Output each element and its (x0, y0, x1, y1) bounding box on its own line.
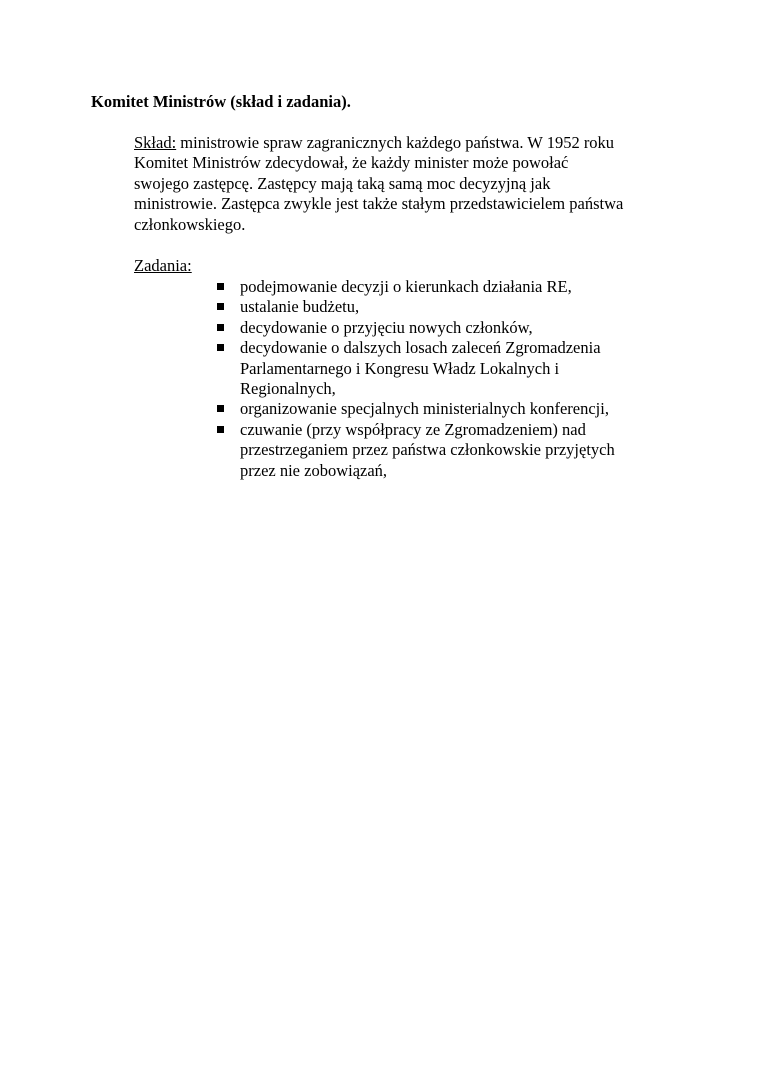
list-item (214, 277, 615, 297)
sklad-line (134, 133, 674, 153)
list-item (214, 297, 615, 317)
square-bullet-icon (217, 324, 224, 331)
sklad-text: ministrowie spraw zagranicznych każdego państwa. W 1952 roku (176, 133, 615, 152)
list-item-text: decydowanie o przyjęciu nowych członków, (240, 317, 533, 337)
task-list (214, 277, 615, 481)
sklad-line: Komitet Ministrów zdecydował, że każdy minister może powołać (134, 153, 569, 173)
zadania-label: Zadania: (134, 256, 192, 275)
square-bullet-icon (217, 426, 224, 433)
square-bullet-icon (217, 303, 224, 310)
list-item-text: przestrzeganiem przez państwa członkowskie przyjętych (240, 440, 615, 460)
square-bullet-icon (217, 344, 224, 351)
list-item-text: czuwanie (przy współpracy ze Zgromadzeniem) nad (240, 419, 586, 439)
list-item-text: organizowanie specjalnych ministerialnych konferencji, (240, 399, 609, 419)
square-bullet-icon (217, 405, 224, 412)
document-title: Komitet Ministrów (skład i zadania). (91, 92, 351, 111)
sklad-line: swojego zastępcę. Zastępcy mają taką samą moc decyzyjną jak (134, 173, 551, 193)
list-item-text: podejmowanie decyzji o kierunkach działania RE, (240, 277, 572, 296)
list-item (214, 338, 615, 399)
sklad-label: Skład: (134, 133, 177, 152)
sklad-line: członkowskiego. (134, 214, 246, 234)
list-item (214, 399, 615, 419)
list-item (214, 318, 615, 338)
list-item-text: decydowanie o dalszych losach zaleceń Zgromadzenia (240, 338, 601, 358)
list-item-text: ustalanie budżetu, (240, 297, 360, 317)
list-item-text: Parlamentarnego i Kongresu Władz Lokalnych i (240, 358, 560, 378)
square-bullet-icon (217, 283, 224, 290)
sklad-paragraph (134, 133, 674, 235)
list-item-text: przez nie zobowiązań, (240, 460, 388, 480)
list-item (214, 420, 615, 481)
sklad-line: ministrowie. Zastępca zwykle jest także stałym przedstawicielem państwa (134, 194, 624, 214)
list-item-text: Regionalnych, (240, 379, 336, 399)
